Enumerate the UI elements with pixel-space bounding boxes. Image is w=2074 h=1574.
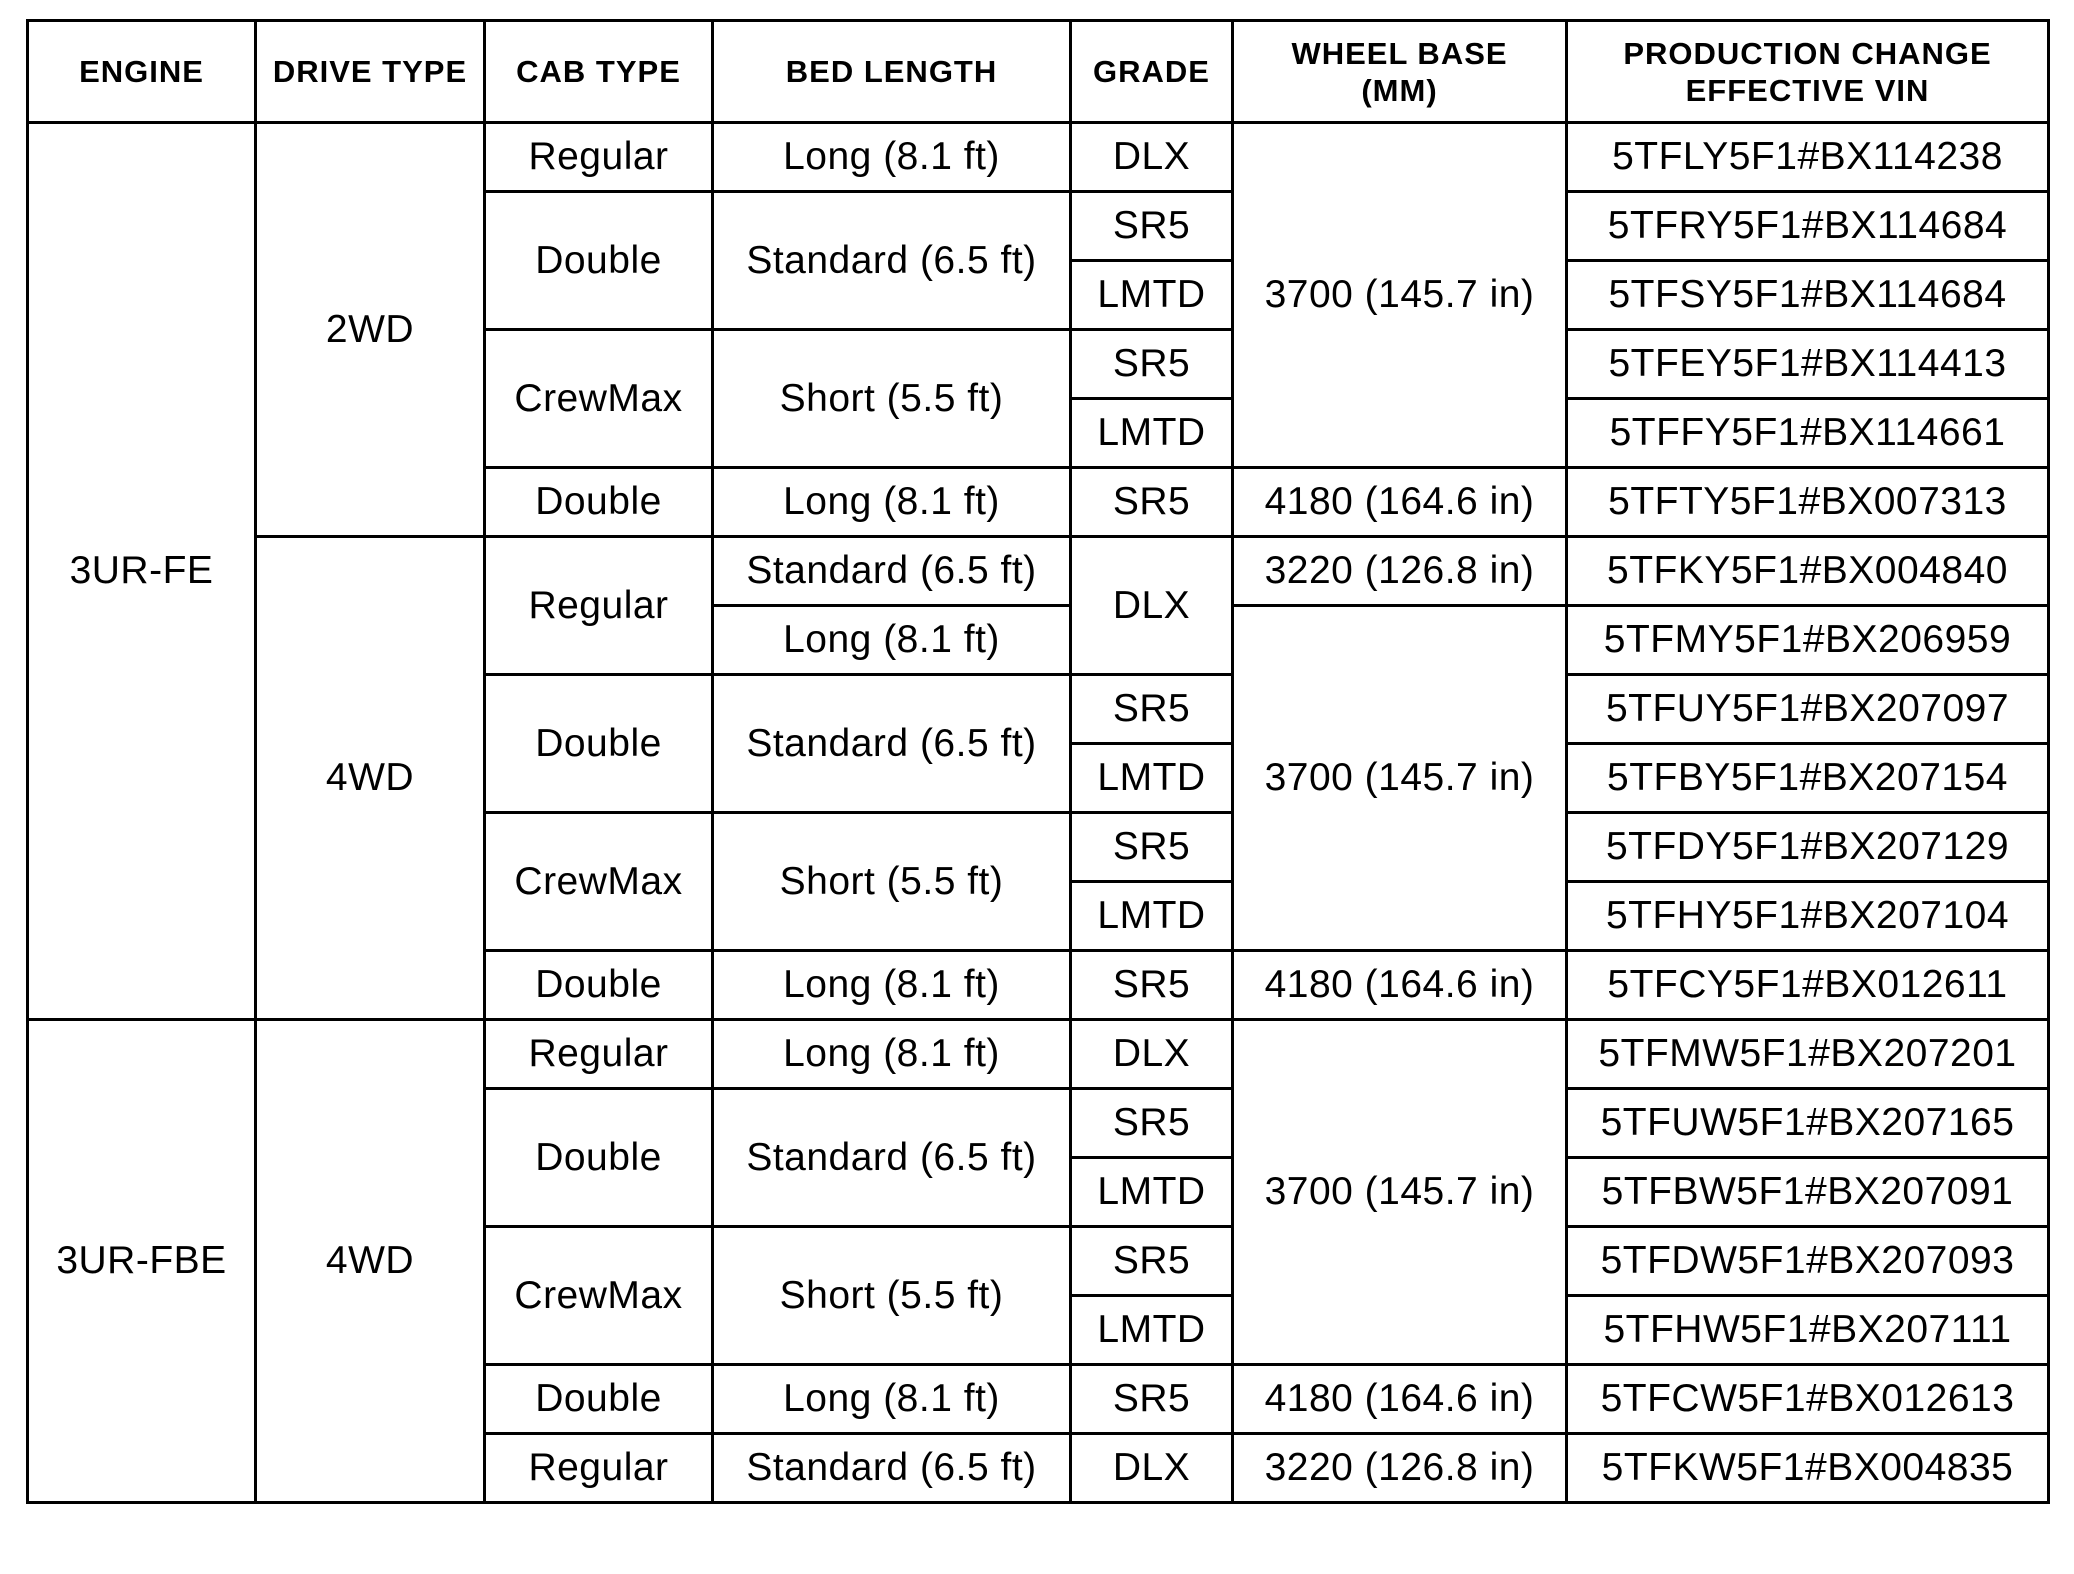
cab-type-cell: Double: [485, 1365, 713, 1434]
bed-length-cell: Long (8.1 ft): [713, 606, 1071, 675]
grade-cell: SR5: [1071, 1227, 1233, 1296]
header-wheel-base: [1233, 21, 1567, 123]
cab-type-cell: CrewMax: [485, 330, 713, 468]
vin-cell: 5TFUW5F1#BX207165: [1567, 1089, 2049, 1158]
grade-cell: SR5: [1071, 951, 1233, 1020]
wheel-base-cell: 3220 (126.8 in): [1233, 1434, 1567, 1503]
cab-type-cell: Regular: [485, 1020, 713, 1089]
vin-cell: 5TFHW5F1#BX207111: [1567, 1296, 2049, 1365]
grade-cell: LMTD: [1071, 1296, 1233, 1365]
grade-cell: SR5: [1071, 192, 1233, 261]
vin-cell: 5TFTY5F1#BX007313: [1567, 468, 2049, 537]
header-bed-length: BED LENGTH: [713, 21, 1071, 123]
grade-cell: SR5: [1071, 1365, 1233, 1434]
vin-cell: 5TFLY5F1#BX114238: [1567, 123, 2049, 192]
bed-length-cell: Short (5.5 ft): [713, 330, 1071, 468]
cab-type-cell: Double: [485, 675, 713, 813]
grade-cell: DLX: [1071, 537, 1233, 675]
grade-cell: DLX: [1071, 1020, 1233, 1089]
wheel-base-cell: 3700 (145.7 in): [1233, 123, 1567, 468]
wheel-base-cell: 4180 (164.6 in): [1233, 1365, 1567, 1434]
bed-length-cell: Standard (6.5 ft): [713, 1089, 1071, 1227]
vin-cell: 5TFEY5F1#BX114413: [1567, 330, 2049, 399]
vin-cell: 5TFBY5F1#BX207154: [1567, 744, 2049, 813]
engine-cell: 3UR-FE: [28, 123, 256, 1020]
vin-cell: 5TFRY5F1#BX114684: [1567, 192, 2049, 261]
header-vin-line2: EFFECTIVE VIN: [1685, 72, 1930, 108]
drive-type-cell: 2WD: [256, 123, 485, 537]
cab-type-cell: CrewMax: [485, 1227, 713, 1365]
cab-type-cell: Regular: [485, 1434, 713, 1503]
header-vin-line1: PRODUCTION CHANGE: [1623, 35, 1992, 71]
cab-type-cell: CrewMax: [485, 813, 713, 951]
vin-cell: 5TFUY5F1#BX207097: [1567, 675, 2049, 744]
grade-cell: SR5: [1071, 675, 1233, 744]
wheel-base-cell: 3220 (126.8 in): [1233, 537, 1567, 606]
bed-length-cell: Standard (6.5 ft): [713, 537, 1071, 606]
bed-length-cell: Short (5.5 ft): [713, 813, 1071, 951]
cab-type-cell: Double: [485, 192, 713, 330]
grade-cell: SR5: [1071, 1089, 1233, 1158]
header-wheel-base-line2: (MM): [1361, 72, 1438, 108]
header-engine: ENGINE: [28, 21, 256, 123]
cab-type-cell: Double: [485, 468, 713, 537]
bed-length-cell: Standard (6.5 ft): [713, 1434, 1071, 1503]
cab-type-cell: Regular: [485, 123, 713, 192]
wheel-base-cell: 3700 (145.7 in): [1233, 606, 1567, 951]
header-grade: GRADE: [1071, 21, 1233, 123]
vin-cell: 5TFBW5F1#BX207091: [1567, 1158, 2049, 1227]
vin-cell: 5TFFY5F1#BX114661: [1567, 399, 2049, 468]
bed-length-cell: Standard (6.5 ft): [713, 192, 1071, 330]
vin-cell: 5TFDY5F1#BX207129: [1567, 813, 2049, 882]
vin-cell: 5TFSY5F1#BX114684: [1567, 261, 2049, 330]
header-cab-type: CAB TYPE: [485, 21, 713, 123]
grade-cell: DLX: [1071, 123, 1233, 192]
vin-cell: 5TFCW5F1#BX012613: [1567, 1365, 2049, 1434]
grade-cell: SR5: [1071, 330, 1233, 399]
grade-cell: LMTD: [1071, 882, 1233, 951]
drive-type-cell: 4WD: [256, 537, 485, 1020]
table-row: [28, 537, 2049, 606]
vin-cell: 5TFDW5F1#BX207093: [1567, 1227, 2049, 1296]
vin-cell: 5TFMY5F1#BX206959: [1567, 606, 2049, 675]
grade-cell: DLX: [1071, 1434, 1233, 1503]
vin-cell: 5TFMW5F1#BX207201: [1567, 1020, 2049, 1089]
grade-cell: LMTD: [1071, 399, 1233, 468]
cab-type-cell: Double: [485, 951, 713, 1020]
vin-change-table: [26, 19, 2050, 1504]
grade-cell: LMTD: [1071, 1158, 1233, 1227]
vin-cell: 5TFKY5F1#BX004840: [1567, 537, 2049, 606]
bed-length-cell: Standard (6.5 ft): [713, 675, 1071, 813]
header-vin: [1567, 21, 2049, 123]
vin-cell: 5TFHY5F1#BX207104: [1567, 882, 2049, 951]
vin-cell: 5TFCY5F1#BX012611: [1567, 951, 2049, 1020]
grade-cell: SR5: [1071, 813, 1233, 882]
bed-length-cell: Long (8.1 ft): [713, 1020, 1071, 1089]
cab-type-cell: Double: [485, 1089, 713, 1227]
header-row: [28, 21, 2049, 123]
bed-length-cell: Short (5.5 ft): [713, 1227, 1071, 1365]
grade-cell: SR5: [1071, 468, 1233, 537]
table-row: [28, 1020, 2049, 1089]
bed-length-cell: Long (8.1 ft): [713, 951, 1071, 1020]
bed-length-cell: Long (8.1 ft): [713, 123, 1071, 192]
grade-cell: LMTD: [1071, 261, 1233, 330]
bed-length-cell: Long (8.1 ft): [713, 468, 1071, 537]
wheel-base-cell: 4180 (164.6 in): [1233, 951, 1567, 1020]
engine-cell: 3UR-FBE: [28, 1020, 256, 1503]
header-drive-type: DRIVE TYPE: [256, 21, 485, 123]
bed-length-cell: Long (8.1 ft): [713, 1365, 1071, 1434]
wheel-base-cell: 4180 (164.6 in): [1233, 468, 1567, 537]
drive-type-cell: 4WD: [256, 1020, 485, 1503]
cab-type-cell: Regular: [485, 537, 713, 675]
table-row: [28, 123, 2049, 192]
grade-cell: LMTD: [1071, 744, 1233, 813]
vin-cell: 5TFKW5F1#BX004835: [1567, 1434, 2049, 1503]
wheel-base-cell: 3700 (145.7 in): [1233, 1020, 1567, 1365]
header-wheel-base-line1: WHEEL BASE: [1291, 35, 1508, 71]
